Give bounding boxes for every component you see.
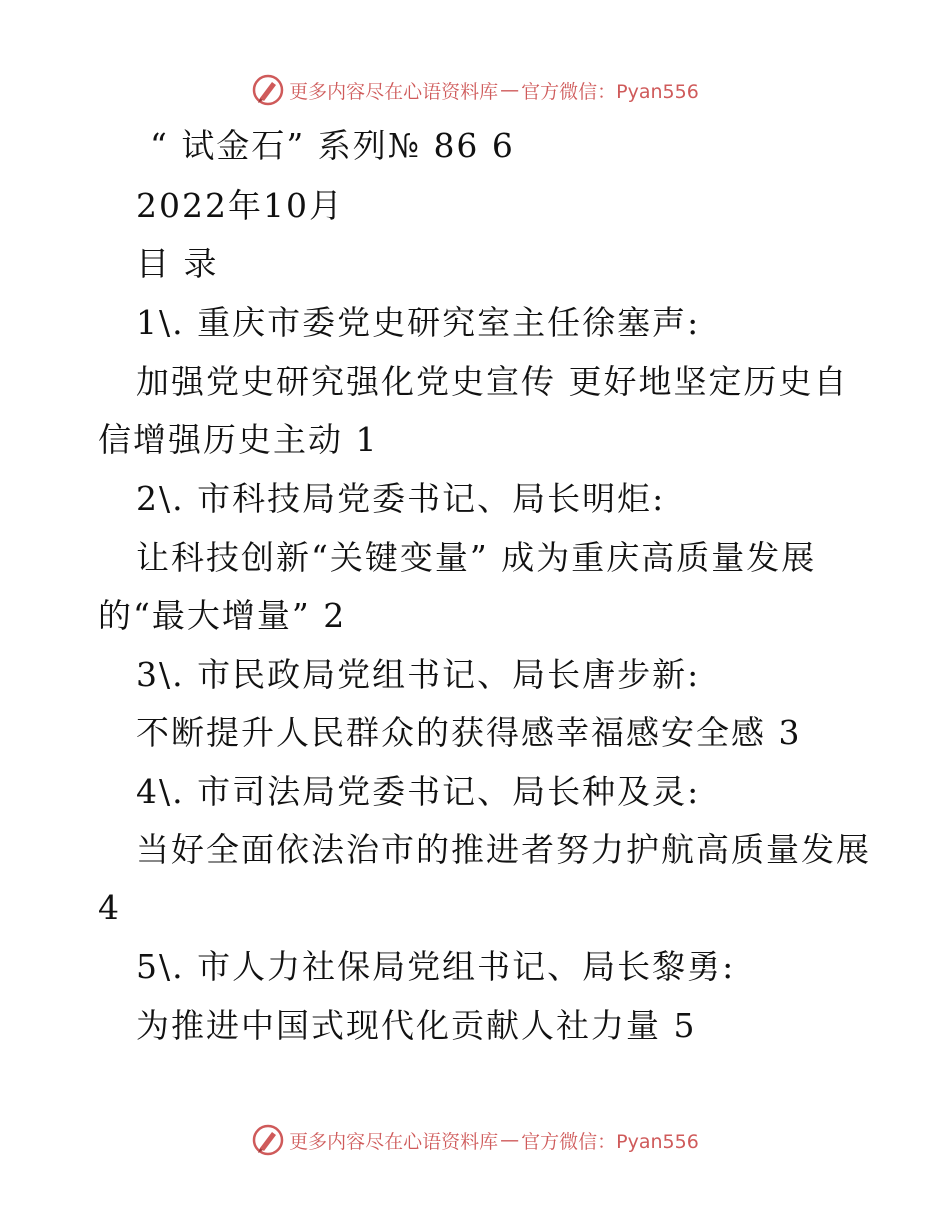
watermark-separator: — <box>500 1129 520 1151</box>
toc-entry-title: 加强党史研究强化党史宣传 更好地坚定历史自 <box>136 362 849 401</box>
toc-entry-heading: 4\. 市司法局党委书记、局长种及灵: <box>136 772 701 811</box>
watermark-separator: — <box>500 79 520 101</box>
toc-entry-title: 当好全面依法治市的推进者努力护航高质量发展 <box>136 830 871 869</box>
pen-logo-icon <box>251 73 285 107</box>
toc-entry-title-continued: 信增强历史主动 1 <box>98 420 379 459</box>
toc-entry-title: 不断提升人民群众的获得感幸福感安全感 3 <box>136 713 802 752</box>
watermark-banner-top <box>0 70 950 110</box>
toc-entry-heading: 5\. 市人力社保局党组书记、局长黎勇: <box>136 947 736 986</box>
watermark-text: 更多内容尽在心语资料库 <box>289 1130 499 1153</box>
toc-entry-title: 让科技创新“关键变量” 成为重庆高质量发展 <box>136 538 817 577</box>
date-line: 2022年10月 <box>136 186 344 225</box>
watermark-wechat: 官方微信：Pyan556 <box>521 80 699 103</box>
toc-entry-heading: 3\. 市民政局党组书记、局长唐步新: <box>136 655 701 694</box>
watermark-banner-bottom <box>0 1120 950 1160</box>
toc-entry-title-continued: 的“最大增量” 2 <box>98 596 347 635</box>
toc-entry-heading: 1\. 重庆市委党史研究室主任徐塞声: <box>136 303 701 342</box>
toc-entry-title-continued: 4 <box>98 888 121 927</box>
toc-entry-title: 为推进中国式现代化贡献人社力量 5 <box>136 1006 697 1045</box>
toc-entry-heading: 2\. 市科技局党委书记、局长明炬: <box>136 479 666 518</box>
watermark-text: 更多内容尽在心语资料库 <box>289 80 499 103</box>
pen-logo-icon <box>251 1123 285 1157</box>
toc-title: 目 录 <box>136 244 219 283</box>
series-line: “ 试金石” 系列№ 86 6 <box>150 126 515 165</box>
watermark-wechat: 官方微信：Pyan556 <box>521 1130 699 1153</box>
